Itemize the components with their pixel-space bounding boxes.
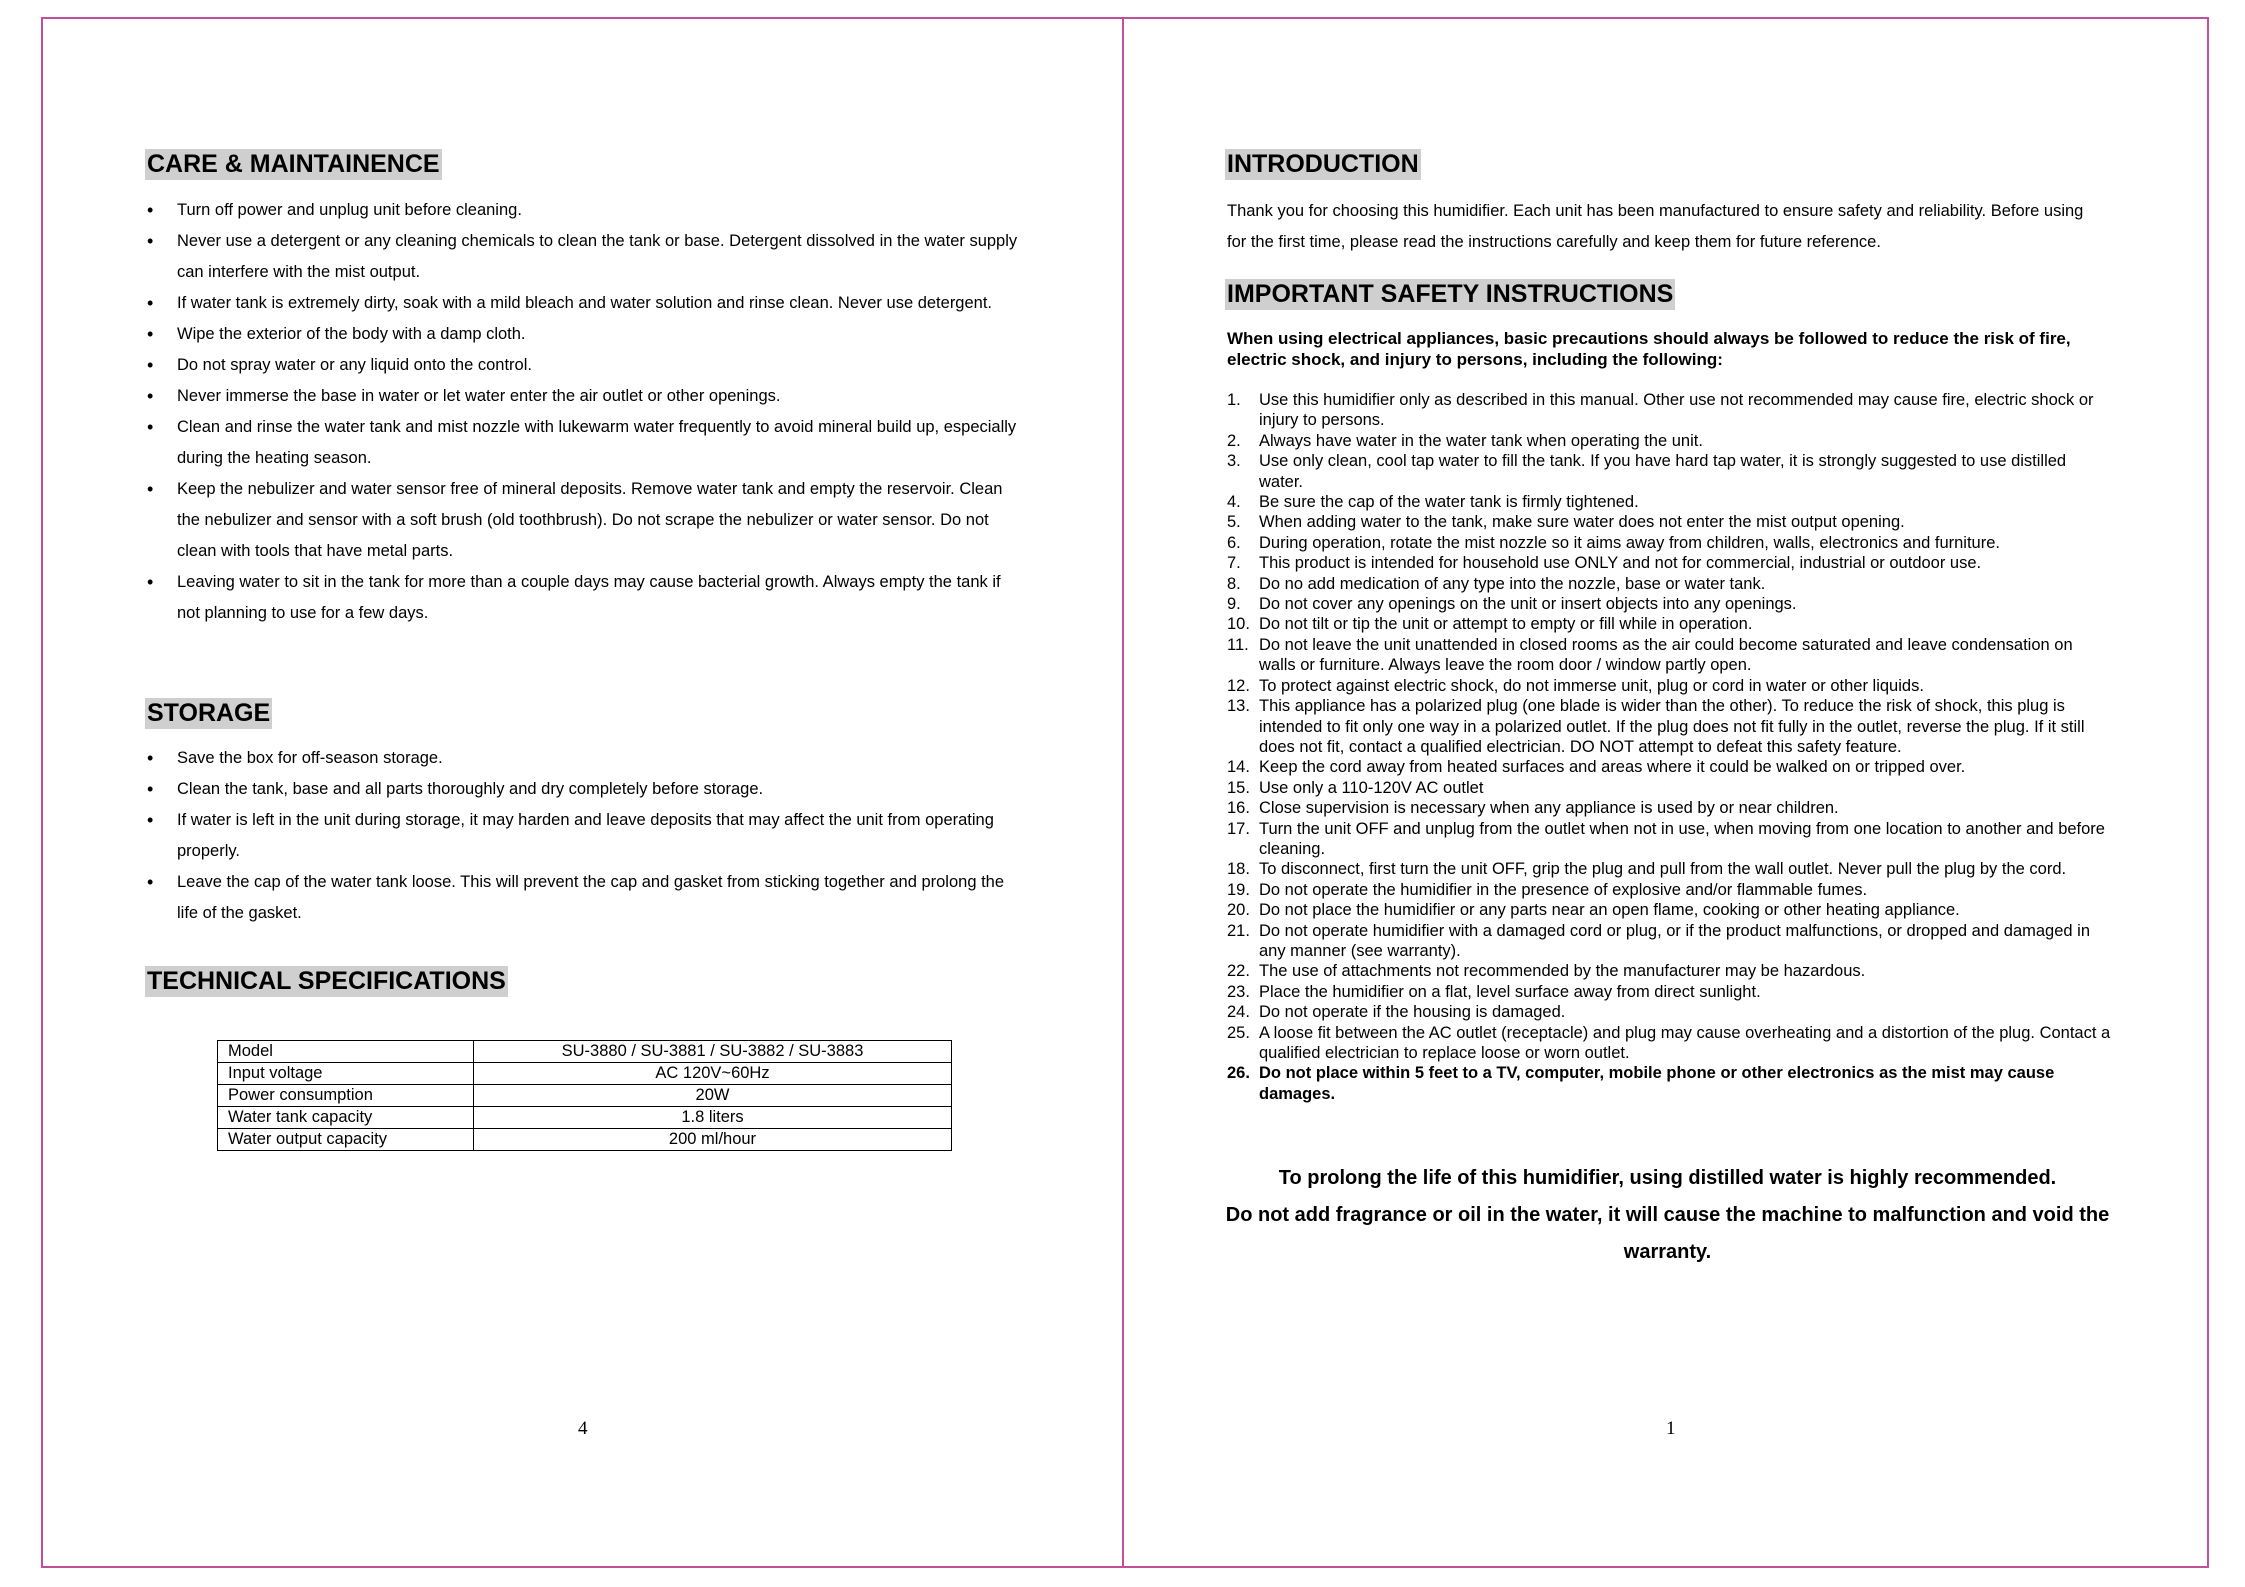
item-number: 23. [1227, 982, 1250, 1001]
item-text: Use only a 110-120V AC outlet [1259, 778, 1484, 797]
list-item [1227, 696, 2112, 757]
spec-label: Model [218, 1041, 474, 1063]
list-item: • If water is left in the unit during storage, it may harden and leave deposits that may affect the unit from operating properly. [145, 805, 1025, 867]
spec-value: 1.8 liters [474, 1107, 952, 1129]
list-item: • If water tank is extremely dirty, soak with a mild bleach and water solution and rinse clean. Never use detergent. [145, 288, 1025, 319]
item-number: 25. [1227, 1023, 1250, 1042]
item-text: Do not place the humidifier or any parts near an open flame, cooking or other heating appliance. [1259, 901, 1960, 920]
item-number: 6. [1227, 533, 1241, 552]
list-item: • Wipe the exterior of the body with a damp cloth. [145, 319, 1025, 350]
storage-heading: STORAGE [147, 699, 271, 727]
list-item [1227, 982, 2112, 1002]
item-text: Do not cover any openings on the unit or insert objects into any openings. [1259, 595, 1797, 614]
item-number: 18. [1227, 860, 1250, 879]
item-number: 7. [1227, 554, 1241, 573]
list-item [1227, 533, 2112, 553]
list-item [1227, 778, 2112, 798]
item-number: 1. [1227, 391, 1241, 409]
item-number: 21. [1227, 921, 1250, 940]
list-item: • Clean and rinse the water tank and mist nozzle with lukewarm water frequently to avoid mineral build up, especially during the heating season. [145, 412, 1025, 474]
safety-heading: IMPORTANT SAFETY INSTRUCTIONS [1227, 280, 1674, 308]
item-number: 12. [1227, 676, 1250, 695]
spec-value: SU-3880 / SU-3881 / SU-3882 / SU-3883 [474, 1041, 952, 1063]
list-item [1227, 451, 2112, 492]
list-item [1227, 594, 2112, 614]
item-number: 10. [1227, 615, 1250, 634]
list-item [1227, 614, 2112, 634]
list-item [1227, 512, 2112, 532]
list-item [1227, 635, 2112, 676]
item-text: The use of attachments not recommended by the manufacturer may be hazardous. [1259, 962, 1866, 981]
item-number: 4. [1227, 493, 1241, 512]
item-number: 20. [1227, 901, 1250, 920]
item-text: To protect against electric shock, do not immerse unit, plug or cord in water or other liquids. [1259, 676, 1924, 695]
spec-value: 20W [474, 1085, 952, 1107]
item-number: 13. [1227, 697, 1250, 716]
spec-label: Input voltage [218, 1063, 474, 1085]
closing-note [1225, 1160, 2110, 1271]
item-text: Do no add medication of any type into the nozzle, base or water tank. [1259, 574, 1766, 593]
item-number: 22. [1227, 962, 1250, 981]
list-item: • Save the box for off-season storage. [145, 743, 1025, 774]
list-item: • Turn off power and unplug unit before cleaning. [145, 195, 1025, 226]
right-page [1225, 0, 2110, 1587]
item-text: Be sure the cap of the water tank is firmly tightened. [1259, 493, 1639, 512]
care-list [145, 195, 1025, 629]
introduction-heading: INTRODUCTION [1227, 150, 1419, 178]
item-number: 8. [1227, 574, 1241, 593]
list-item: • Never immerse the base in water or let water enter the air outlet or other openings. [145, 381, 1025, 412]
item-text: Do not tilt or tip the unit or attempt to empty or fill while in operation. [1259, 615, 1753, 634]
list-item: • Do not spray water or any liquid onto the control. [145, 350, 1025, 381]
table-row [218, 1041, 952, 1063]
item-text: Do not operate the humidifier in the presence of explosive and/or flammable fumes. [1259, 880, 1868, 899]
spec-label: Power consumption [218, 1085, 474, 1107]
list-item [1227, 1002, 2112, 1022]
list-item [1227, 798, 2112, 818]
left-page [145, 0, 1035, 1587]
list-item [1227, 1063, 2112, 1104]
item-number: 11. [1227, 635, 1249, 654]
table-row [218, 1107, 952, 1129]
list-item [1227, 819, 2112, 860]
list-item [1227, 1023, 2112, 1064]
table-row [218, 1063, 952, 1085]
list-item: • Clean the tank, base and all parts thoroughly and dry completely before storage. [145, 774, 1025, 805]
introduction-text: Thank you for choosing this humidifier. Each unit has been manufactured to ensure safety and reliability. Before using for the first time, please read the instructions carefully and keep them for future reference. [1227, 202, 2084, 251]
specs-table [217, 1040, 952, 1151]
list-item [1227, 431, 2112, 451]
list-item [1227, 676, 2112, 696]
page-divider [1122, 17, 1124, 1568]
item-text: This appliance has a polarized plug (one blade is wider than the other). To reduce the risk of shock, this plug is intended to fit only one way in a polarized outlet. If the plug does not fit fully in the outlet, reverse the plug. If it still does not fit, contact a qualified electrician. DO NOT attempt to defeat this safety feature. [1259, 697, 2085, 756]
item-text: Place the humidifier on a flat, level surface away from direct sunlight. [1259, 982, 1761, 1001]
item-number: 26. [1227, 1064, 1250, 1083]
spec-label: Water tank capacity [218, 1107, 474, 1129]
list-item [1227, 961, 2112, 981]
list-item [1227, 900, 2112, 920]
list-item: • Leave the cap of the water tank loose. This will prevent the cap and gasket from sticking together and prolong the life of the gasket. [145, 867, 1025, 929]
item-number: 2. [1227, 431, 1241, 450]
item-text: Do not leave the unit unattended in closed rooms as the air could become saturated and leave condensation on walls or furniture. Always leave the room door / window partly open. [1259, 635, 2073, 675]
list-item [1227, 492, 2112, 512]
item-text: Do not place within 5 feet to a TV, computer, mobile phone or other electronics as the mist may cause damages. [1259, 1064, 2055, 1103]
item-text: When adding water to the tank, make sure water does not enter the mist output opening. [1259, 513, 1905, 532]
item-text: Close supervision is necessary when any appliance is used by or near children. [1259, 799, 1839, 818]
item-number: 19. [1227, 880, 1250, 899]
item-text: During operation, rotate the mist nozzle so it aims away from children, walls, electronics and furniture. [1259, 533, 2000, 552]
item-number: 9. [1227, 595, 1241, 614]
item-number: 14. [1227, 758, 1250, 777]
table-row [218, 1085, 952, 1107]
item-number: 16. [1227, 799, 1250, 818]
item-text: Use this humidifier only as described in this manual. Other use not recommended may cause fire, electric shock or injury to persons. [1259, 391, 2094, 430]
list-item [1227, 553, 2112, 573]
item-text: To disconnect, first turn the unit OFF, grip the plug and pull from the wall outlet. Never pull the plug by the cord. [1259, 860, 2067, 879]
list-item: • Leaving water to sit in the tank for more than a couple days may cause bacterial growth. Always empty the tank if not planning to use for a few days. [145, 567, 1025, 629]
safety-lead-text: When using electrical appliances, basic precautions should always be followed to reduce the risk of fire, electric shock, and injury to persons, including the following: [1227, 329, 2071, 369]
list-item [1227, 757, 2112, 777]
item-number: 15. [1227, 778, 1250, 797]
item-text: Do not operate humidifier with a damaged cord or plug, or if the product malfunctions, or dropped and damaged in any manner (see warranty). [1259, 921, 2090, 960]
item-text: Use only clean, cool tap water to fill the tank. If you have hard tap water, it is strongly suggested to use distilled water. [1259, 452, 2067, 491]
spec-value: 200 ml/hour [474, 1129, 952, 1151]
care-heading: CARE & MAINTAINENCE [147, 150, 440, 178]
safety-list [1227, 390, 2112, 1104]
list-item [1227, 921, 2112, 962]
item-text: Turn the unit OFF and unplug from the outlet when not in use, when moving from one location to another and before cleaning. [1259, 819, 2105, 858]
item-number: 17. [1227, 819, 1250, 838]
item-text: Always have water in the water tank when operating the unit. [1259, 431, 1703, 450]
page-number: 1 [1666, 1418, 1676, 1439]
item-text: Do not operate if the housing is damaged. [1259, 1003, 1566, 1022]
storage-list [145, 743, 1025, 929]
specs-heading: TECHNICAL SPECIFICATIONS [147, 967, 506, 995]
item-number: 3. [1227, 452, 1241, 471]
closing-line-2: Do not add fragrance or oil in the water, it will cause the machine to malfunction and void the warranty. [1225, 1204, 2110, 1263]
list-item: • Never use a detergent or any cleaning chemicals to clean the tank or base. Detergent dissolved in the water supply can interfere with the mist output. [145, 226, 1025, 288]
list-item [1227, 880, 2112, 900]
item-text: A loose fit between the AC outlet (receptacle) and plug may cause overheating and a distortion of the plug. Contact a qualified electrician to replace loose or worn outlet. [1259, 1023, 2111, 1062]
item-number: 24. [1227, 1003, 1250, 1022]
list-item [1227, 390, 2112, 431]
spec-value: AC 120V~60Hz [474, 1063, 952, 1085]
table-row [218, 1129, 952, 1151]
list-item [1227, 574, 2112, 594]
spec-label: Water output capacity [218, 1129, 474, 1151]
item-text: Keep the cord away from heated surfaces and areas where it could be walked on or tripped over. [1259, 758, 1966, 777]
item-number: 5. [1227, 513, 1241, 532]
item-text: This product is intended for household use ONLY and not for commercial, industrial or outdoor use. [1259, 554, 1982, 573]
closing-line-1: To prolong the life of this humidifier, using distilled water is highly recommended. [1278, 1167, 2057, 1189]
list-item: • Keep the nebulizer and water sensor free of mineral deposits. Remove water tank and empty the reservoir. Clean the nebulizer and sensor with a soft brush (old toothbrush). Do not scrape the nebulizer or water sensor. Do not clean with tools that have metal parts. [145, 474, 1025, 567]
list-item [1227, 859, 2112, 879]
page-number: 4 [578, 1418, 588, 1439]
